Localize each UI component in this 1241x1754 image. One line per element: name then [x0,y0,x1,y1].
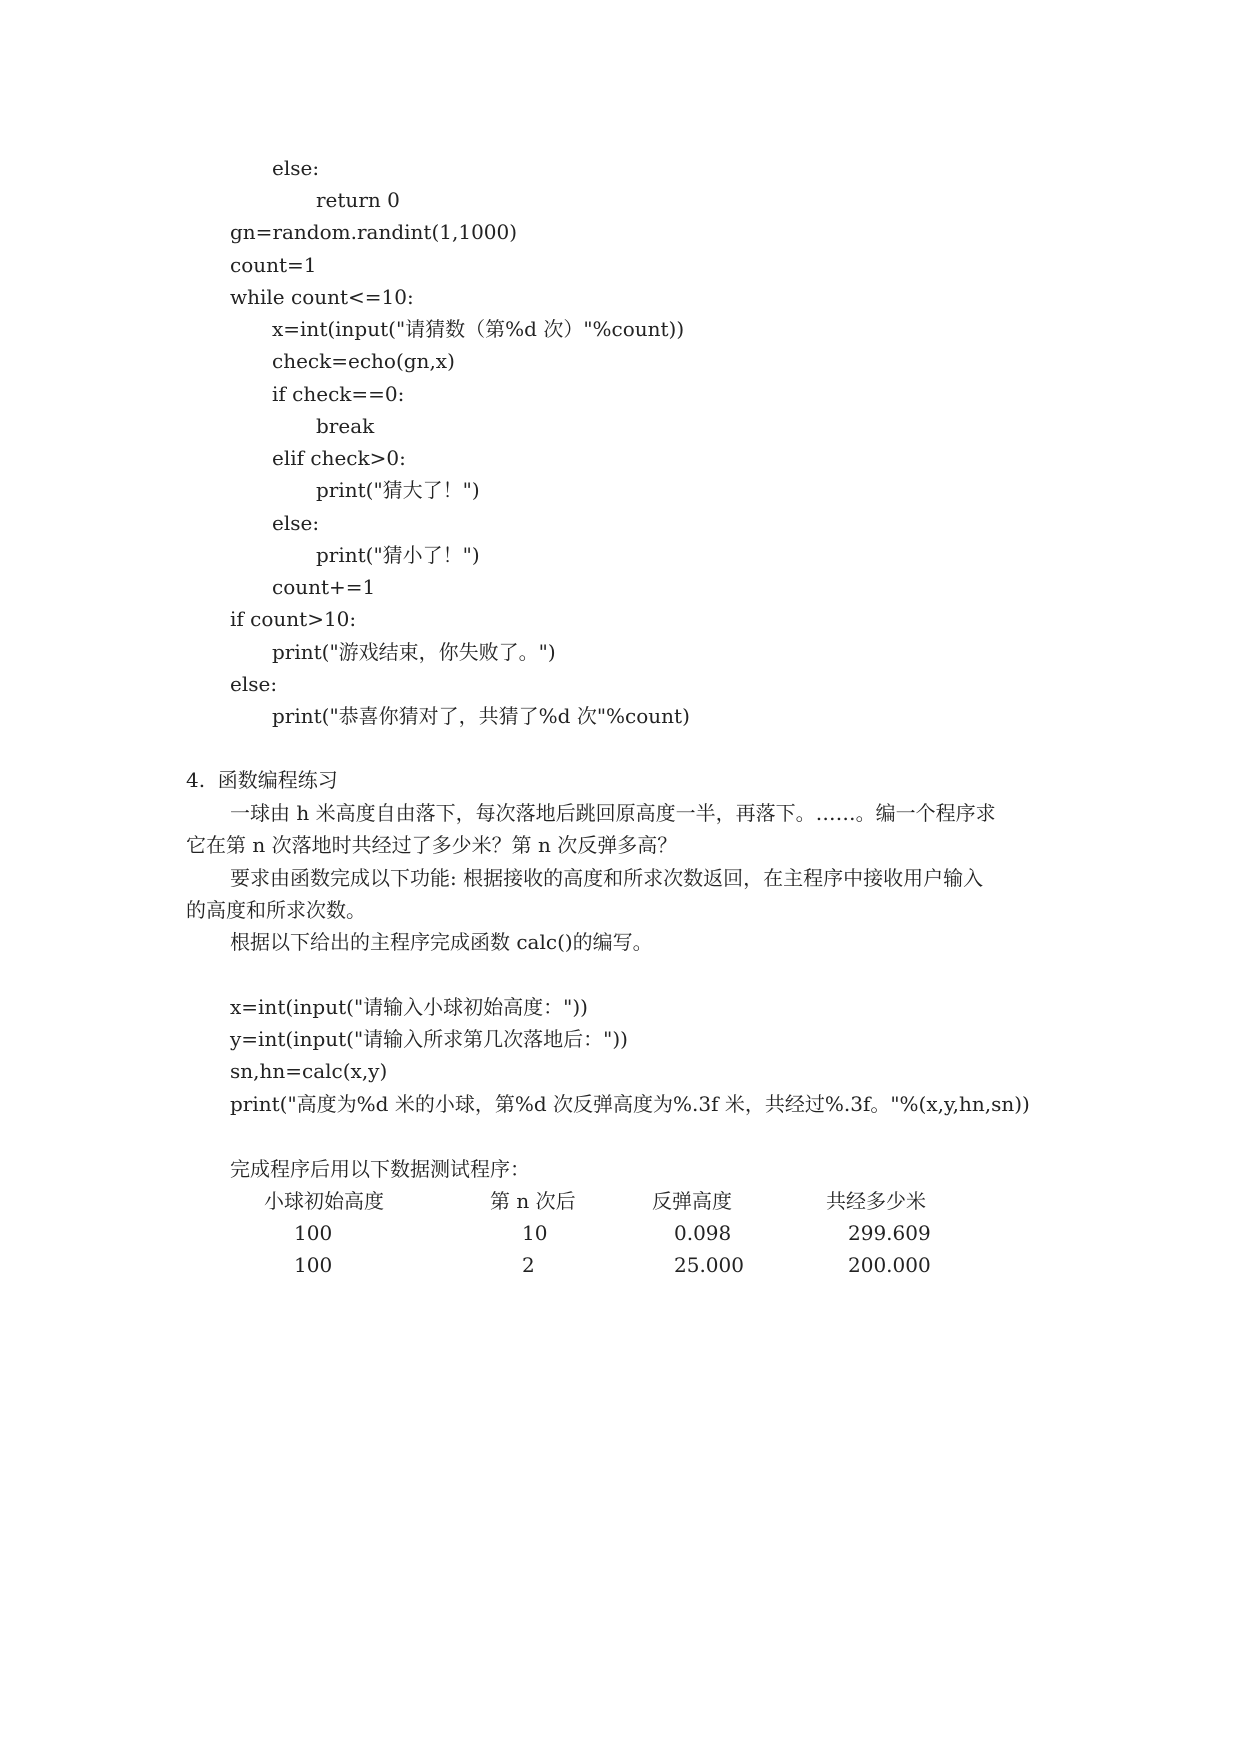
table-cell: 0.098 [674,1221,732,1245]
paragraph-line: 的高度和所求次数。 [186,898,366,922]
code-line: print("恭喜你猜对了，共猜了%d 次"%count) [272,704,690,728]
code-line: if check==0: [272,382,405,406]
table-cell: 100 [294,1221,333,1245]
code-line: y=int(input("请输入所求第几次落地后：")) [230,1027,628,1051]
table-header: 第 n 次后 [490,1189,576,1213]
code-line: else: [230,672,278,696]
code-line: gn=random.randint(1,1000) [230,220,518,244]
table-header: 反弹高度 [652,1189,732,1213]
paragraph-line: 要求由函数完成以下功能: 根据接收的高度和所求次数返回，在主程序中接收用户输入 [230,866,984,890]
code-line: check=echo(gn,x) [272,349,455,373]
table-cell: 200.000 [848,1253,931,1277]
code-line: else: [272,511,320,535]
table-cell: 299.609 [848,1221,931,1245]
code-line: while count<=10: [230,285,414,309]
code-line: x=int(input("请猜数（第%d 次）"%count)) [272,317,685,341]
paragraph-line: 一球由 h 米高度自由落下，每次落地后跳回原高度一半，再落下。……。编一个程序求 [230,801,996,825]
paragraph-line: 它在第 n 次落地时共经过了多少米？第 n 次反弹多高？ [186,833,678,857]
code-line: return 0 [316,188,400,212]
code-line: print("游戏结束，你失败了。") [272,640,556,664]
table-cell: 25.000 [674,1253,744,1277]
table-cell: 10 [522,1221,548,1245]
code-line: elif check>0: [272,446,406,470]
table-cell: 100 [294,1253,333,1277]
paragraph-line: 根据以下给出的主程序完成函数 calc()的编写。 [230,930,653,954]
code-line: count+=1 [272,575,376,599]
code-line: print("高度为%d 米的小球，第%d 次反弹高度为%.3f 米，共经过%.3f。"%(x,y,hn,sn)) [230,1092,1030,1116]
test-intro: 完成程序后用以下数据测试程序： [230,1157,530,1181]
code-line: print("猜小了！") [316,543,480,567]
code-line: sn,hn=calc(x,y) [230,1059,388,1083]
code-line: count=1 [230,253,317,277]
table-header: 共经多少米 [826,1189,926,1213]
code-line: if count>10: [230,607,357,631]
code-line: print("猜大了！") [316,478,480,502]
section-heading: 4. 函数编程练习 [186,768,338,792]
code-line: else: [272,156,320,180]
code-line: x=int(input("请输入小球初始高度：")) [230,995,588,1019]
table-cell: 2 [522,1253,535,1277]
table-header: 小球初始高度 [264,1189,384,1213]
code-line: break [316,414,375,438]
